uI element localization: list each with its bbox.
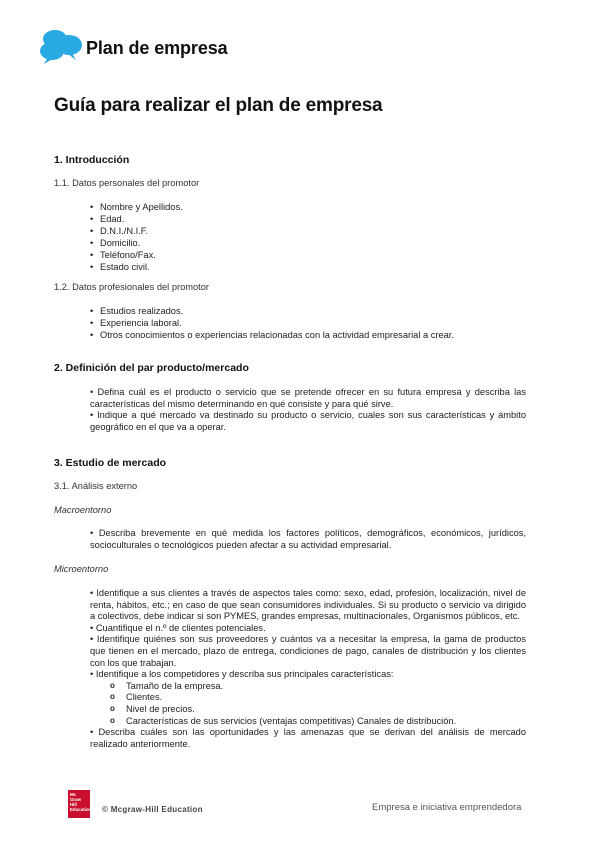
macroentorno-paragraph bbox=[90, 528, 526, 551]
list-item: • Otros conocimientos o experiencias relacionadas con la actividad empresarial a crear. bbox=[90, 329, 454, 341]
list-item: • Estudios realizados. bbox=[90, 305, 454, 317]
competidores-list bbox=[90, 681, 526, 727]
paragraph: • Identifique a sus clientes a través de aspectos tales como: sexo, edad, profesión, localización, nivel de renta, hábitos, etc.; en caso de que sean consumidores individuales. Si su producto o servicio va dirigido a colectivos, debe indicar si son PYMES, grandes empresas, multinacionales, Organismos públicos, etc. bbox=[90, 588, 526, 622]
datos-personales-list bbox=[90, 201, 183, 273]
section-heading-estudio-mercado: 3. Estudio de mercado bbox=[54, 457, 167, 469]
speech-bubbles-logo-icon bbox=[38, 26, 84, 66]
list-item: o Características de sus servicios (ventajas competitivas) Canales de distribución. bbox=[90, 716, 526, 728]
publisher-logo bbox=[68, 790, 90, 818]
list-item: o Clientes. bbox=[90, 692, 526, 704]
footer-book-title: Empresa e iniciativa emprendedora bbox=[372, 802, 522, 813]
macroentorno-heading: Macroentorno bbox=[54, 505, 112, 515]
list-item: o Nivel de precios. bbox=[90, 704, 526, 716]
subsection-heading-datos-personales: 1.1. Datos personales del promotor bbox=[54, 178, 200, 188]
paragraph: • Defina cuál es el producto o servicio que se pretende ofrecer en su futura empresa y describa las características del mismo determinando en qué consiste y para qué sirve. bbox=[90, 387, 526, 409]
definicion-paragraphs bbox=[90, 387, 526, 433]
datos-profesionales-list bbox=[90, 305, 454, 341]
subsection-heading-analisis-externo: 3.1. Análisis externo bbox=[54, 481, 138, 491]
paragraph: • Identifique quiénes son sus proveedores y cuántos va a necesitar la empresa, la gama de productos que tienen en el mercado, plazo de entrega, condiciones de pago, canales de distribución y los clientes con los que trabajan. bbox=[90, 634, 526, 668]
list-item: • D.N.I./N.I.F. bbox=[90, 225, 183, 237]
publisher-logo-text: Mc Graw Hill Education bbox=[70, 792, 92, 812]
list-item: • Nombre y Apellidos. bbox=[90, 201, 183, 213]
copyright-text: © Mcgraw-Hill Education bbox=[102, 805, 203, 814]
subsection-heading-datos-profesionales: 1.2. Datos profesionales del promotor bbox=[54, 282, 210, 292]
list-item: o Tamaño de la empresa. bbox=[90, 681, 526, 693]
paragraph: • Identifique a los competidores y describa sus principales características: bbox=[90, 669, 394, 680]
list-item: • Estado civil. bbox=[90, 261, 183, 273]
section-heading-introduccion: 1. Introducción bbox=[54, 154, 130, 166]
list-item: • Domicilio. bbox=[90, 237, 183, 249]
list-item: • Teléfono/Fax. bbox=[90, 249, 183, 261]
microentorno-heading: Microentorno bbox=[54, 564, 109, 574]
brand-title: Plan de empresa bbox=[86, 38, 228, 58]
microentorno-paragraphs bbox=[90, 588, 526, 750]
paragraph: • Cuantifique el n.º de clientes potenciales. bbox=[90, 622, 266, 633]
list-item: • Edad. bbox=[90, 213, 183, 225]
section-heading-definicion: 2. Definición del par producto/mercado bbox=[54, 362, 249, 374]
paragraph: • Describa brevemente en qué medida los factores políticos, demográficos, económicos, jurídicos, socioculturales o tecnológicos pueden afectar a su actividad empresarial. bbox=[90, 528, 526, 550]
paragraph: • Describa cuáles son las oportunidades y las amenazas que se derivan del análisis de mercado realizado anteriormente. bbox=[90, 727, 526, 749]
page-title: Guía para realizar el plan de empresa bbox=[54, 95, 383, 116]
list-item: • Experiencia laboral. bbox=[90, 317, 454, 329]
paragraph: • Indique a qué mercado va destinado su producto o servicio, cuales son sus características y ámbito geográfico en el que va a operar. bbox=[90, 410, 526, 432]
